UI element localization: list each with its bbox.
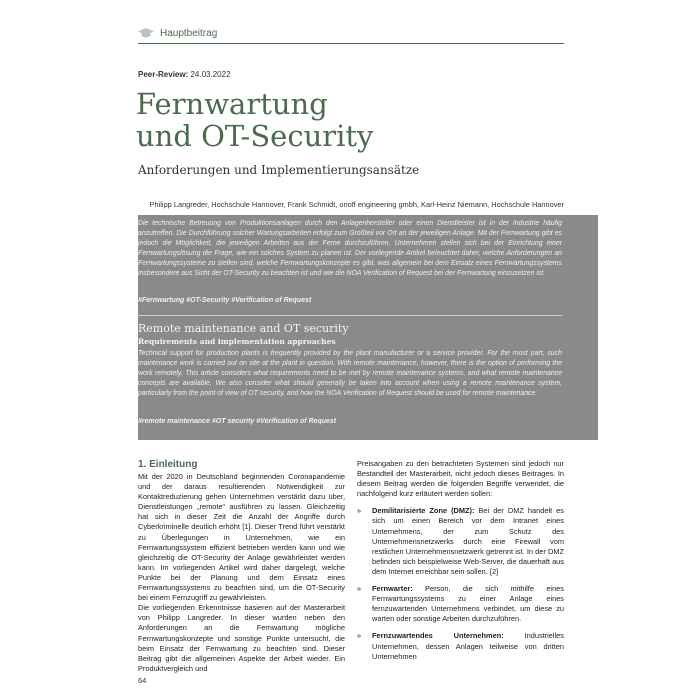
intro-paragraph-1: Mit der 2020 in Deutschland beginnenden Coronapandemie und der daraus resultierenden Notwendigkeit zur Kontaktreduzierung gehen Unternehmen verstärkt dazu über, Dienstleistungen „remote“ ausführen zu lassen. Gleichzeitig hat sich in dieser Zeit die Anzahl der Angriffe durch Cyberkriminelle deutlich erhöht [1]. Dieser Trend führt verstärkt zu Überlegungen in Unternehmen, wie ein Fernwartungssystem effizient betrieben werden kann und wie gleichzeitig die OT-Security der Anlage gewährleistet werden kann. Im vorliegenden Artikel wird daher dargelegt, welche Punkte bei der Planung und dem Einsatz eines Fernwartungssystems zu beachten sind, um die OT-Security bei einem Fernzugriff zu gewährleisten. [138,472,345,603]
abstract-de: Die technische Betreuung von Produktionsanlagen durch den Anlagenhersteller oder einen Dienstleister ist in der Industrie häufig anzutreffen. Die Durchführung solcher Wartungsarbeiten erfolgt zum Großteil vor Ort an der jeweiligen Anlage. Mit der Fernwartung gibt es jedoch die Möglichkeit, die jeweiligen Arbeiten aus der Ferne durchzuführen. Unternehmen stellen sich bei der Einrichtung einer Fernwartungslösung die Frage, wie ein solches System zu planen ist. Der vorliegende Artikel beleuchtet daher, welche Anforderungen an Fernwartungssysteme zu stellen sind, welche Fernwartungskonzepte es gibt, was allgemein bei dem Einsatz eines Fernwartungssystems insbesondere aus Sicht der OT-Security zu beachten ist und wie die NOA Verification of Request bei der Fernwartung einzusetzen ist. [138,220,562,277]
header-divider [138,43,564,44]
section-header [138,21,564,45]
section-label: Hauptbeitrag [160,27,218,39]
definition-term: Fernzuwartendes Unternehmen: [372,631,504,641]
english-subtitle: Requirements and implementation approaches [138,337,336,346]
peer-review-label: Peer-Review: [138,70,189,79]
article-title [136,88,566,152]
tags-de: #Fernwartung #OT-Security #Verification of Request [138,297,312,304]
section-heading-introduction: 1. Einleitung [138,459,198,470]
graduation-cap-icon [138,27,154,39]
definition-text [372,631,564,661]
definition-term: Fernwarter: [372,584,413,594]
page-number: 64 [138,676,147,685]
definition-text [372,506,564,577]
definition-item [357,631,564,661]
peer-review-line [138,70,231,79]
definition-body: Person, die sich mithilfe eines Fernwartungssystems zu einer Anlage eines fernzuwartenden Unternehmens verbindet, um diese zu warten oder sonstige Arbeiten durchzuführen. [372,584,564,624]
bullet-marker: » [357,584,362,594]
title-line-1: Fernwartung [136,87,328,121]
article-subtitle: Anforderungen und Implementierungsansätze [138,163,420,177]
column-right [357,459,564,662]
column-left [138,459,345,674]
bullet-marker: » [357,631,362,641]
definition-term: Demilitarisierte Zone (DMZ): [372,506,475,516]
author-line: Philipp Langreder, Hochschule Hannover, Frank Schmidt, onoff engineering gmbh, Karl-Heinz Niemann, Hochschule Hannover [149,200,564,209]
peer-review-date: 24.03.2022 [190,70,231,79]
definition-body: Industrielles Unternehmen, dessen Anlagen teilweise von dritten Unternehmen [372,631,564,661]
title-line-2: und OT-Security [136,119,374,153]
right-paragraph: Preisangaben zu den betrachteten Systemen sind jedoch nur Bestandteil der Masterarbeit, nicht jedoch dieses Beitrages. In diesem Beitrag werden die folgenden Begriffe verwendet, die nachfolgend kurz erläutert werden sollen: [357,459,564,499]
abstract-divider [138,315,562,316]
definition-item [357,584,564,624]
bullet-marker: » [357,506,362,516]
english-title: Remote maintenance and OT security [138,322,349,335]
tags-en: #remote maintenance #OT security #Verification of Request [138,418,337,425]
definition-text [372,584,564,624]
definition-body: Bei der DMZ handelt es sich um einen Bereich vor dem Intranet eines Unternehmens, der zum Schutz des Unternehmensnetzwerks durch eine Firewall vom restlichen Unternehmensnetzwerk getrennt ist. In der DMZ befinden sich beispielweise Web-Server, die dauerhaft aus dem Internet erreichbar sein sollen. [2] [372,506,564,576]
definition-item [357,506,564,577]
abstract-en: Technical support for production plants is frequently provided by the plant manufacturer or a service provider. For the most part, such maintenance work is carried out on site at the plant in question. With remote maintenance, however, there is the option of performing the work remotely. This article considers what requirements need to be met by remote maintenance systems, and what remote maintenance concepts are available. We also consider what should generally be taken into account when using a remote maintenance system, particularly from the point of view of OT security, and how the NOA Verification of Request should be used for remote maintenance. [138,350,562,397]
intro-paragraph-2: Die vorliegenden Erkenntnisse basieren auf der Masterarbeit von Philipp Langreder. In dieser wurden neben den Anforderungen an die Fernwartung mögliche Fernwartungskonzepte und sonstige Punkte untersucht, die beim Einsatz der Fernwartung zu beachten sind. Dieser Beitrag gibt die allgemeinen Aspekte der Arbeit wieder. Ein Produktvergleich und [138,603,345,673]
